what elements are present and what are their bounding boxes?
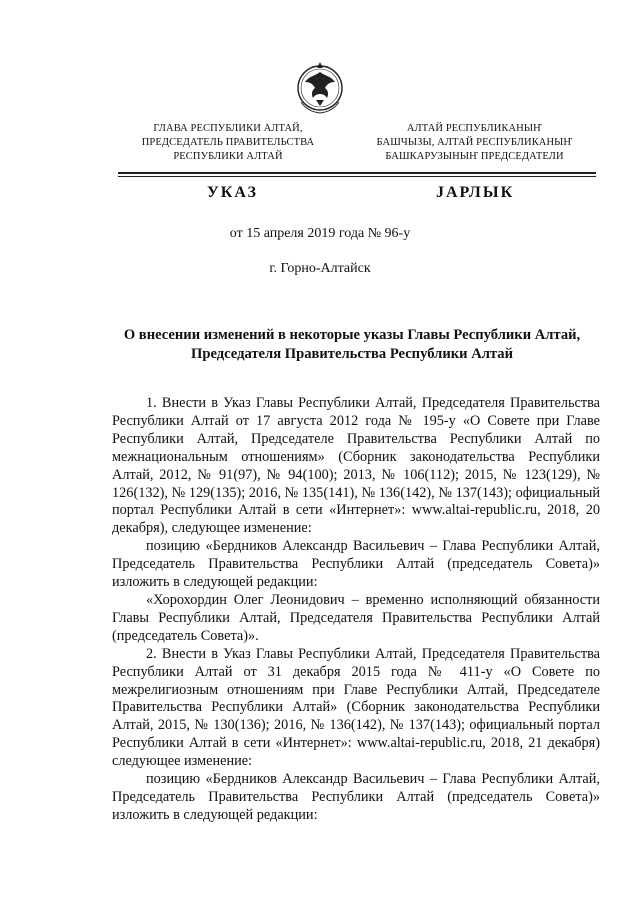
coat-of-arms-emblem [295, 58, 345, 118]
body-paragraph: позицию «Бердников Александр Васильевич – Глава Республики Алтай, Председатель Правительства Республики Алтай (председатель Совета)» изложить в следующей редакции: [112, 538, 600, 591]
decree-title-alt: JАРЛЫК [436, 184, 515, 201]
heading-line: О внесении изменений в некоторые указы Главы Республики Алтай, [123, 327, 581, 343]
header-left-line: ГЛАВА РЕСПУБЛИКИ АЛТАЙ, [153, 123, 303, 134]
body-paragraph: «Хорохордин Олег Леонидович – временно исполняющий обязанности Главы Республики Алтай, Председателя Правительства Республики Алтай (председатель Совета)». [112, 591, 600, 644]
header-left-block [118, 122, 338, 164]
header-left-line: ПРЕДСЕДАТЕЛЬ ПРАВИТЕЛЬСТВА [141, 137, 315, 148]
header-divider-thick [118, 172, 596, 174]
header-left-line: РЕСПУБЛИКИ АЛТАЙ [173, 151, 283, 162]
header-divider-thin [118, 176, 596, 177]
body-paragraph: 1. Внести в Указ Главы Республики Алтай, Председателя Правительства Республики Алтай от 17 августа 2012 года № 195-у «О Совете при Главе Республики Алтай, Председателе Правительства Республики Алтай по межнациональным отношениям» (Сборник законодательства Республики Алтай, 2012, № 91(97), № 94(100); 2013, № 106(112); 2015, № 123(129), № 126(132), № 129(135); 2016, № 135(141), № 136(142), № 137(143); официальный портал Республики Алтай в сети «Интернет»: www.altai-republic.ru, 2018, 20 декабря), следующее изменение: [112, 395, 600, 537]
body-paragraph: позицию «Бердников Александр Васильевич – Глава Республики Алтай, Председатель Правительства Республики Алтай (председатель Совета)» изложить в следующей редакции: [112, 771, 600, 823]
body-paragraph: 2. Внести в Указ Главы Республики Алтай, Председателя Правительства Республики Алтай от 31 декабря 2015 года № 411-у «О Совете по межрелигиозным отношениям при Главе Республики Алтай, Председателе Правительства Республики Алтай» (Сборник законодательства Республики Алтай, 2015, № 130(136); 2016, № 136(142), № 137(143); официальный портал Республики Алтай в сети «Интернет»: www.altai-republic.ru, 2018, 21 декабря) следующее изменение: [112, 645, 600, 770]
header-right-block [357, 122, 592, 164]
heading-line: Председателя Правительства Республики Алтай [191, 346, 513, 362]
decree-heading [112, 326, 592, 364]
header-right-line: БАШКАРУЗЫНЫҤ ПРЕДСЕДАТЕЛИ [385, 151, 564, 162]
header-right-line: АЛТАЙ РЕСПУБЛИКАНЫҤ [406, 123, 543, 134]
decree-title-ru: УКАЗ [207, 184, 258, 201]
decree-date: от 15 апреля 2019 года № 96-у [229, 226, 411, 241]
decree-body [112, 395, 600, 825]
header-right-line: БАШЧЫЗЫ, АЛТАЙ РЕСПУБЛИКАНЫҤ [376, 137, 573, 148]
decree-city: г. Горно-Алтайск [269, 261, 371, 276]
